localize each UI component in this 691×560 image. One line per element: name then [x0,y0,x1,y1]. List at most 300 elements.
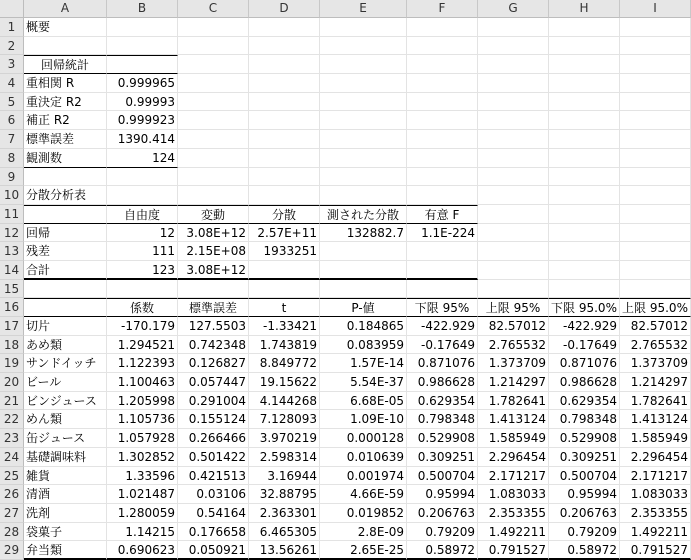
cell-g23[interactable]: 1.585949 [478,429,549,448]
cell-g2[interactable] [478,37,549,56]
cell-g6[interactable] [478,111,549,130]
cell-b26[interactable]: 1.021487 [107,485,178,504]
cell-h18[interactable]: -0.17649 [549,336,620,355]
cell-i22[interactable]: 1.413124 [620,410,691,429]
cell-h15[interactable] [549,280,620,299]
cell-a6[interactable]: 補正 R2 [24,111,107,130]
cell-b20[interactable]: 1.100463 [107,373,178,392]
cell-d3[interactable] [249,55,320,74]
cell-f6[interactable] [407,111,478,130]
cell-c2[interactable] [178,37,249,56]
row-header[interactable]: 19 [0,354,24,373]
cell-i4[interactable] [620,74,691,93]
cell-e10[interactable] [320,186,407,205]
cell-c19[interactable]: 0.126827 [178,354,249,373]
cell-h11[interactable] [549,205,620,224]
cell-d15[interactable] [249,280,320,299]
cell-f3[interactable] [407,55,478,74]
cell-a9[interactable] [24,168,107,187]
cell-b19[interactable]: 1.122393 [107,354,178,373]
cell-e19[interactable]: 1.57E-14 [320,354,407,373]
cell-h13[interactable] [549,242,620,261]
cell-e15[interactable] [320,280,407,299]
cell-a12[interactable]: 回帰 [24,224,107,243]
cell-g25[interactable]: 2.171217 [478,467,549,486]
cell-f16[interactable]: 下限 95% [407,298,478,317]
cell-g8[interactable] [478,149,549,168]
cell-a3[interactable]: 回帰統計 [24,55,107,74]
cell-h1[interactable] [549,18,620,37]
row-header[interactable]: 18 [0,336,24,355]
cell-d27[interactable]: 2.363301 [249,504,320,523]
cell-i23[interactable]: 1.585949 [620,429,691,448]
cell-b15[interactable] [107,280,178,299]
cell-e5[interactable] [320,93,407,112]
cell-d22[interactable]: 7.128093 [249,410,320,429]
cell-c16[interactable]: 標準誤差 [178,298,249,317]
cell-a1[interactable]: 概要 [24,18,107,37]
cell-d10[interactable] [249,186,320,205]
cell-b2[interactable] [107,37,178,56]
cell-d8[interactable] [249,149,320,168]
cell-b23[interactable]: 1.057928 [107,429,178,448]
cell-e9[interactable] [320,168,407,187]
cell-e1[interactable] [320,18,407,37]
cell-h28[interactable]: 0.79209 [549,523,620,542]
cell-e8[interactable] [320,149,407,168]
cell-b22[interactable]: 1.105736 [107,410,178,429]
cell-d12[interactable]: 2.57E+11 [249,224,320,243]
row-header[interactable]: 24 [0,448,24,467]
cell-i6[interactable] [620,111,691,130]
cell-a18[interactable]: あめ類 [24,336,107,355]
cell-f5[interactable] [407,93,478,112]
row-header[interactable]: 3 [0,55,24,74]
cell-e23[interactable]: 0.000128 [320,429,407,448]
cell-h20[interactable]: 0.986628 [549,373,620,392]
cell-e16[interactable]: P-値 [320,298,407,317]
cell-g14[interactable] [478,261,549,280]
cell-f23[interactable]: 0.529908 [407,429,478,448]
cell-c6[interactable] [178,111,249,130]
cell-d18[interactable]: 1.743819 [249,336,320,355]
cell-g5[interactable] [478,93,549,112]
cell-g17[interactable]: 82.57012 [478,317,549,336]
cell-e20[interactable]: 5.54E-37 [320,373,407,392]
cell-b1[interactable] [107,18,178,37]
cell-c4[interactable] [178,74,249,93]
cell-h2[interactable] [549,37,620,56]
cell-a29[interactable]: 弁当類 [24,541,107,560]
cell-g27[interactable]: 2.353355 [478,504,549,523]
cell-d2[interactable] [249,37,320,56]
cell-g18[interactable]: 2.765532 [478,336,549,355]
cell-i10[interactable] [620,186,691,205]
cell-d13[interactable]: 1933251 [249,242,320,261]
cell-a14[interactable]: 合計 [24,261,107,280]
cell-a27[interactable]: 洗剤 [24,504,107,523]
cell-d11[interactable]: 分散 [249,205,320,224]
cell-h29[interactable]: 0.58972 [549,541,620,560]
cell-g7[interactable] [478,130,549,149]
cell-b3[interactable] [107,55,178,74]
row-header[interactable]: 13 [0,242,24,261]
row-header[interactable]: 27 [0,504,24,523]
cell-h21[interactable]: 0.629354 [549,392,620,411]
cell-e25[interactable]: 0.001974 [320,467,407,486]
row-header[interactable]: 4 [0,74,24,93]
cell-d28[interactable]: 6.465305 [249,523,320,542]
cell-a15[interactable] [24,280,107,299]
row-header[interactable]: 11 [0,205,24,224]
cell-e11[interactable]: 測された分散 [320,205,407,224]
cell-d20[interactable]: 19.15622 [249,373,320,392]
cell-f26[interactable]: 0.95994 [407,485,478,504]
cell-c29[interactable]: 0.050921 [178,541,249,560]
cell-f25[interactable]: 0.500704 [407,467,478,486]
cell-c7[interactable] [178,130,249,149]
cell-e13[interactable] [320,242,407,261]
cell-a23[interactable]: 缶ジュース [24,429,107,448]
column-header-f[interactable]: F [407,0,478,18]
cell-a17[interactable]: 切片 [24,317,107,336]
cell-g26[interactable]: 1.083033 [478,485,549,504]
cell-g9[interactable] [478,168,549,187]
cell-i9[interactable] [620,168,691,187]
cell-g10[interactable] [478,186,549,205]
cell-h19[interactable]: 0.871076 [549,354,620,373]
cell-f7[interactable] [407,130,478,149]
column-header-h[interactable]: H [549,0,620,18]
cell-b7[interactable]: 1390.414 [107,130,178,149]
cell-c3[interactable] [178,55,249,74]
cell-h5[interactable] [549,93,620,112]
cell-i21[interactable]: 1.782641 [620,392,691,411]
cell-a22[interactable]: めん類 [24,410,107,429]
cell-e22[interactable]: 1.09E-10 [320,410,407,429]
cell-c14[interactable]: 3.08E+12 [178,261,249,280]
cell-d5[interactable] [249,93,320,112]
row-header[interactable]: 16 [0,298,24,317]
cell-i11[interactable] [620,205,691,224]
cell-d24[interactable]: 2.598314 [249,448,320,467]
cell-h22[interactable]: 0.798348 [549,410,620,429]
cell-a2[interactable] [24,37,107,56]
cell-h17[interactable]: -422.929 [549,317,620,336]
cell-c27[interactable]: 0.54164 [178,504,249,523]
cell-e29[interactable]: 2.65E-25 [320,541,407,560]
cell-a13[interactable]: 残差 [24,242,107,261]
cell-g28[interactable]: 1.492211 [478,523,549,542]
cell-h7[interactable] [549,130,620,149]
cell-g3[interactable] [478,55,549,74]
cell-f29[interactable]: 0.58972 [407,541,478,560]
cell-f13[interactable] [407,242,478,261]
row-header[interactable]: 8 [0,149,24,168]
cell-b9[interactable] [107,168,178,187]
row-header[interactable]: 5 [0,93,24,112]
cell-f2[interactable] [407,37,478,56]
cell-b12[interactable]: 12 [107,224,178,243]
cell-f12[interactable]: 1.1E-224 [407,224,478,243]
cell-a26[interactable]: 清酒 [24,485,107,504]
cell-d17[interactable]: -1.33421 [249,317,320,336]
column-header-e[interactable]: E [320,0,407,18]
cell-e12[interactable]: 132882.7 [320,224,407,243]
cell-c18[interactable]: 0.742348 [178,336,249,355]
cell-d16[interactable]: t [249,298,320,317]
cell-a8[interactable]: 観測数 [24,149,107,168]
cell-h12[interactable] [549,224,620,243]
cell-f24[interactable]: 0.309251 [407,448,478,467]
row-header[interactable]: 28 [0,523,24,542]
cell-c10[interactable] [178,186,249,205]
cell-i12[interactable] [620,224,691,243]
cell-h16[interactable]: 下限 95.0% [549,298,620,317]
cell-i7[interactable] [620,130,691,149]
cell-c28[interactable]: 0.176658 [178,523,249,542]
cell-f15[interactable] [407,280,478,299]
row-header[interactable]: 17 [0,317,24,336]
cell-g15[interactable] [478,280,549,299]
cell-h6[interactable] [549,111,620,130]
cell-a28[interactable]: 袋菓子 [24,523,107,542]
row-header[interactable]: 20 [0,373,24,392]
cell-a21[interactable]: ビンジュース [24,392,107,411]
cell-e6[interactable] [320,111,407,130]
row-header[interactable]: 12 [0,224,24,243]
cell-e4[interactable] [320,74,407,93]
cell-e21[interactable]: 6.68E-05 [320,392,407,411]
row-header[interactable]: 25 [0,467,24,486]
cell-d21[interactable]: 4.144268 [249,392,320,411]
select-all-corner[interactable] [0,0,24,18]
cell-h9[interactable] [549,168,620,187]
cell-d25[interactable]: 3.16944 [249,467,320,486]
cell-h26[interactable]: 0.95994 [549,485,620,504]
cell-i5[interactable] [620,93,691,112]
cell-g22[interactable]: 1.413124 [478,410,549,429]
column-header-a[interactable]: A [24,0,107,18]
cell-d1[interactable] [249,18,320,37]
cell-h24[interactable]: 0.309251 [549,448,620,467]
cell-h27[interactable]: 0.206763 [549,504,620,523]
cell-b5[interactable]: 0.99993 [107,93,178,112]
cell-b21[interactable]: 1.205998 [107,392,178,411]
cell-c8[interactable] [178,149,249,168]
cell-a4[interactable]: 重相関 R [24,74,107,93]
cell-f8[interactable] [407,149,478,168]
cell-i13[interactable] [620,242,691,261]
cell-b10[interactable] [107,186,178,205]
cell-h25[interactable]: 0.500704 [549,467,620,486]
cell-c12[interactable]: 3.08E+12 [178,224,249,243]
cell-f19[interactable]: 0.871076 [407,354,478,373]
row-header[interactable]: 9 [0,168,24,187]
cell-e24[interactable]: 0.010639 [320,448,407,467]
cell-e14[interactable] [320,261,407,280]
cell-b4[interactable]: 0.999965 [107,74,178,93]
cell-i29[interactable]: 0.791527 [620,541,691,560]
column-header-d[interactable]: D [249,0,320,18]
cell-i26[interactable]: 1.083033 [620,485,691,504]
cell-i14[interactable] [620,261,691,280]
cell-b24[interactable]: 1.302852 [107,448,178,467]
cell-h4[interactable] [549,74,620,93]
cell-i20[interactable]: 1.214297 [620,373,691,392]
cell-c13[interactable]: 2.15E+08 [178,242,249,261]
cell-g4[interactable] [478,74,549,93]
row-header[interactable]: 10 [0,186,24,205]
cell-c23[interactable]: 0.266466 [178,429,249,448]
cell-c26[interactable]: 0.03106 [178,485,249,504]
cell-i17[interactable]: 82.57012 [620,317,691,336]
row-header[interactable]: 22 [0,410,24,429]
cell-c25[interactable]: 0.421513 [178,467,249,486]
cell-b11[interactable]: 自由度 [107,205,178,224]
cell-i24[interactable]: 2.296454 [620,448,691,467]
cell-d14[interactable] [249,261,320,280]
cell-b17[interactable]: -170.179 [107,317,178,336]
cell-h3[interactable] [549,55,620,74]
cell-c17[interactable]: 127.5503 [178,317,249,336]
cell-f17[interactable]: -422.929 [407,317,478,336]
cell-a11[interactable] [24,205,107,224]
cell-g20[interactable]: 1.214297 [478,373,549,392]
cell-b13[interactable]: 111 [107,242,178,261]
cell-b27[interactable]: 1.280059 [107,504,178,523]
cell-g1[interactable] [478,18,549,37]
cell-c5[interactable] [178,93,249,112]
cell-g19[interactable]: 1.373709 [478,354,549,373]
row-header[interactable]: 1 [0,18,24,37]
cell-f28[interactable]: 0.79209 [407,523,478,542]
cell-e26[interactable]: 4.66E-59 [320,485,407,504]
cell-a10[interactable]: 分散分析表 [24,186,107,205]
cell-g12[interactable] [478,224,549,243]
column-header-b[interactable]: B [107,0,178,18]
cell-e27[interactable]: 0.019852 [320,504,407,523]
cell-a20[interactable]: ビール [24,373,107,392]
cell-c15[interactable] [178,280,249,299]
cell-i25[interactable]: 2.171217 [620,467,691,486]
column-header-i[interactable]: I [620,0,691,18]
cell-d4[interactable] [249,74,320,93]
cell-f22[interactable]: 0.798348 [407,410,478,429]
cell-d7[interactable] [249,130,320,149]
row-header[interactable]: 26 [0,485,24,504]
cell-c20[interactable]: 0.057447 [178,373,249,392]
cell-f9[interactable] [407,168,478,187]
cell-b18[interactable]: 1.294521 [107,336,178,355]
cell-e2[interactable] [320,37,407,56]
column-header-g[interactable]: G [478,0,549,18]
cell-g11[interactable] [478,205,549,224]
cell-a7[interactable]: 標準誤差 [24,130,107,149]
cell-i28[interactable]: 1.492211 [620,523,691,542]
cell-f4[interactable] [407,74,478,93]
cell-h14[interactable] [549,261,620,280]
row-header[interactable]: 14 [0,261,24,280]
cell-e17[interactable]: 0.184865 [320,317,407,336]
cell-f10[interactable] [407,186,478,205]
cell-f1[interactable] [407,18,478,37]
cell-f27[interactable]: 0.206763 [407,504,478,523]
cell-b14[interactable]: 123 [107,261,178,280]
cell-f18[interactable]: -0.17649 [407,336,478,355]
row-header[interactable]: 2 [0,37,24,56]
row-header[interactable]: 21 [0,392,24,411]
row-header[interactable]: 29 [0,541,24,560]
cell-h23[interactable]: 0.529908 [549,429,620,448]
cell-c22[interactable]: 0.155124 [178,410,249,429]
cell-f21[interactable]: 0.629354 [407,392,478,411]
cell-e7[interactable] [320,130,407,149]
cell-h8[interactable] [549,149,620,168]
cell-i8[interactable] [620,149,691,168]
cell-d23[interactable]: 3.970219 [249,429,320,448]
cell-i27[interactable]: 2.353355 [620,504,691,523]
cell-a16[interactable] [24,298,107,317]
cell-b28[interactable]: 1.14215 [107,523,178,542]
cell-c9[interactable] [178,168,249,187]
cell-c11[interactable]: 変動 [178,205,249,224]
cell-d9[interactable] [249,168,320,187]
cell-f20[interactable]: 0.986628 [407,373,478,392]
cell-g24[interactable]: 2.296454 [478,448,549,467]
cell-i1[interactable] [620,18,691,37]
row-header[interactable]: 23 [0,429,24,448]
cell-e3[interactable] [320,55,407,74]
cell-c21[interactable]: 0.291004 [178,392,249,411]
cell-c1[interactable] [178,18,249,37]
cell-f11[interactable]: 有意 F [407,205,478,224]
cell-g21[interactable]: 1.782641 [478,392,549,411]
cell-b6[interactable]: 0.999923 [107,111,178,130]
cell-i2[interactable] [620,37,691,56]
cell-i3[interactable] [620,55,691,74]
cell-d29[interactable]: 13.56261 [249,541,320,560]
row-header[interactable]: 15 [0,280,24,299]
cell-b16[interactable]: 係数 [107,298,178,317]
cell-a19[interactable]: サンドイッチ [24,354,107,373]
row-header[interactable]: 7 [0,130,24,149]
cell-d19[interactable]: 8.849772 [249,354,320,373]
cell-i19[interactable]: 1.373709 [620,354,691,373]
cell-g16[interactable]: 上限 95% [478,298,549,317]
cell-g29[interactable]: 0.791527 [478,541,549,560]
column-header-c[interactable]: C [178,0,249,18]
cell-g13[interactable] [478,242,549,261]
cell-e28[interactable]: 2.8E-09 [320,523,407,542]
cell-e18[interactable]: 0.083959 [320,336,407,355]
cell-d26[interactable]: 32.88795 [249,485,320,504]
cell-f14[interactable] [407,261,478,280]
cell-d6[interactable] [249,111,320,130]
cell-b8[interactable]: 124 [107,149,178,168]
cell-i18[interactable]: 2.765532 [620,336,691,355]
row-header[interactable]: 6 [0,111,24,130]
cell-i16[interactable]: 上限 95.0% [620,298,691,317]
cell-a5[interactable]: 重決定 R2 [24,93,107,112]
cell-i15[interactable] [620,280,691,299]
cell-a25[interactable]: 雑貨 [24,467,107,486]
cell-h10[interactable] [549,186,620,205]
cell-a24[interactable]: 基礎調味料 [24,448,107,467]
cell-b29[interactable]: 0.690623 [107,541,178,560]
cell-b25[interactable]: 1.33596 [107,467,178,486]
cell-c24[interactable]: 0.501422 [178,448,249,467]
